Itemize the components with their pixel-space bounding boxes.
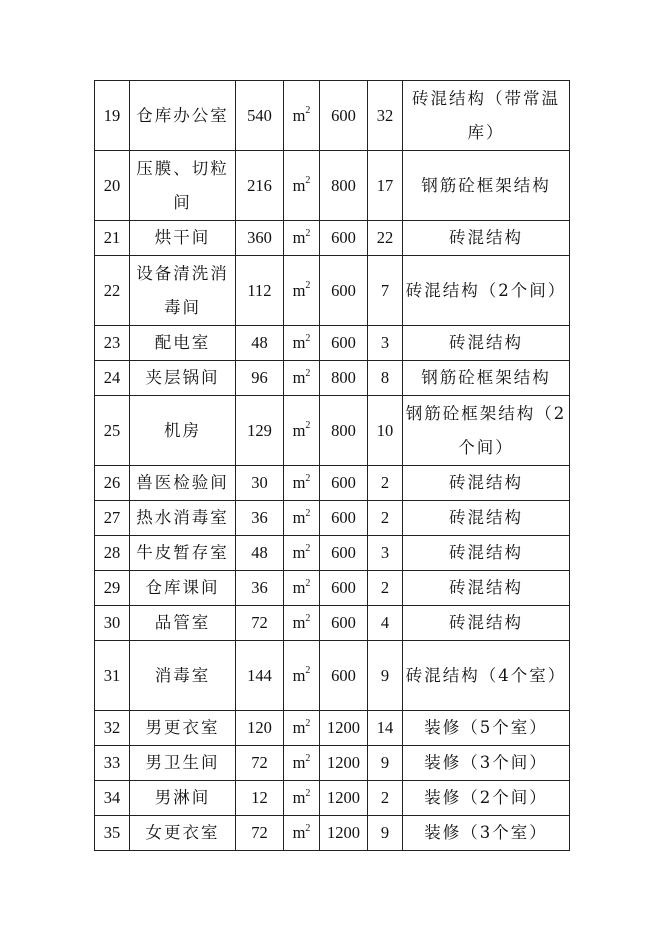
- row-number-cell: 21: [95, 221, 130, 256]
- area-cell: 112: [236, 256, 284, 326]
- row-number-cell: 28: [95, 536, 130, 571]
- unit-cell: [284, 641, 320, 711]
- room-name-cell: 牛皮暂存室: [130, 536, 236, 571]
- unit-cell: [284, 571, 320, 606]
- structure-note-cell: 装修（5个室）: [403, 711, 570, 746]
- unit-price-cell: 800: [320, 361, 368, 396]
- structure-note-cell: 钢筋砼框架结构: [403, 361, 570, 396]
- unit-base: m: [292, 333, 306, 352]
- unit-price-cell: 600: [320, 501, 368, 536]
- unit-price-cell: 1200: [320, 746, 368, 781]
- unit-base: m: [292, 175, 306, 195]
- unit-superscript: 2: [305, 280, 311, 291]
- structure-note-cell: 钢筋砼框架结构（2个间）: [403, 396, 570, 466]
- unit-superscript: 2: [305, 577, 311, 589]
- amount-cell: 2: [368, 571, 403, 606]
- table-row: [95, 81, 570, 151]
- table-row: [95, 571, 570, 606]
- unit-cell: [284, 221, 320, 256]
- unit-superscript: 2: [305, 507, 311, 519]
- row-number-cell: 35: [95, 816, 130, 851]
- unit-base: m: [292, 420, 306, 440]
- unit-superscript: 2: [305, 332, 311, 344]
- unit-price-cell: 600: [320, 81, 368, 151]
- room-name-cell: 男更衣室: [130, 711, 236, 746]
- unit-cell: [284, 746, 320, 781]
- amount-cell: 2: [368, 466, 403, 501]
- room-name-cell: 男卫生间: [130, 746, 236, 781]
- unit-base: m: [292, 718, 306, 737]
- unit-superscript: 2: [305, 752, 311, 764]
- area-cell: 48: [236, 326, 284, 361]
- area-cell: 72: [236, 606, 284, 641]
- row-number-cell: 30: [95, 606, 130, 641]
- unit-cell: [284, 816, 320, 851]
- unit-superscript: 2: [305, 665, 311, 676]
- area-cell: 360: [236, 221, 284, 256]
- area-cell: 30: [236, 466, 284, 501]
- unit-cell: [284, 711, 320, 746]
- unit-cell: [284, 396, 320, 466]
- amount-cell: 8: [368, 361, 403, 396]
- unit-price-cell: 600: [320, 641, 368, 711]
- unit-price-cell: 1200: [320, 711, 368, 746]
- structure-note-cell: 砖混结构（带常温库）: [403, 81, 570, 151]
- structure-note-cell: 砖混结构: [403, 606, 570, 641]
- area-cell: 12: [236, 781, 284, 816]
- unit-price-cell: 600: [320, 536, 368, 571]
- unit-base: m: [292, 543, 306, 562]
- unit-cell: [284, 536, 320, 571]
- amount-cell: 3: [368, 326, 403, 361]
- structure-note-cell: 砖混结构: [403, 536, 570, 571]
- unit-cell: [284, 361, 320, 396]
- amount-cell: 9: [368, 641, 403, 711]
- table-row: [95, 221, 570, 256]
- unit-superscript: 2: [305, 175, 311, 186]
- structure-note-cell: 装修（3个间）: [403, 746, 570, 781]
- amount-cell: 14: [368, 711, 403, 746]
- unit-superscript: 2: [305, 227, 311, 239]
- room-name-cell: 仓库办公室: [130, 81, 236, 151]
- row-number-cell: 26: [95, 466, 130, 501]
- unit-superscript: 2: [305, 542, 311, 554]
- unit-superscript: 2: [305, 822, 311, 834]
- room-name-cell: 配电室: [130, 326, 236, 361]
- unit-base: m: [292, 788, 306, 807]
- row-number-cell: 24: [95, 361, 130, 396]
- structure-note-cell: 砖混结构: [403, 221, 570, 256]
- unit-superscript: 2: [305, 420, 311, 431]
- structure-note-cell: 钢筋砼框架结构: [403, 151, 570, 221]
- structure-note-cell: 砖混结构: [403, 326, 570, 361]
- row-number-cell: 22: [95, 256, 130, 326]
- unit-cell: [284, 326, 320, 361]
- area-cell: 96: [236, 361, 284, 396]
- area-cell: 144: [236, 641, 284, 711]
- unit-base: m: [292, 228, 306, 247]
- area-cell: 120: [236, 711, 284, 746]
- unit-base: m: [292, 368, 306, 387]
- structure-note-cell: 砖混结构（2个间）: [403, 256, 570, 326]
- construction-cost-table: [94, 80, 570, 851]
- unit-base: m: [292, 105, 306, 125]
- area-cell: 48: [236, 536, 284, 571]
- row-number-cell: 29: [95, 571, 130, 606]
- row-number-cell: 31: [95, 641, 130, 711]
- area-cell: 129: [236, 396, 284, 466]
- unit-cell: [284, 81, 320, 151]
- table-row: [95, 396, 570, 466]
- unit-price-cell: 1200: [320, 781, 368, 816]
- table-row: [95, 781, 570, 816]
- unit-cell: [284, 466, 320, 501]
- unit-base: m: [292, 473, 306, 492]
- area-cell: 540: [236, 81, 284, 151]
- row-number-cell: 32: [95, 711, 130, 746]
- unit-cell: [284, 606, 320, 641]
- table-row: [95, 256, 570, 326]
- room-name-cell: 仓库课间: [130, 571, 236, 606]
- amount-cell: 9: [368, 746, 403, 781]
- unit-price-cell: 600: [320, 606, 368, 641]
- row-number-cell: 19: [95, 81, 130, 151]
- room-name-cell: 烘干间: [130, 221, 236, 256]
- row-number-cell: 20: [95, 151, 130, 221]
- structure-note-cell: 砖混结构: [403, 501, 570, 536]
- room-name-cell: 男淋间: [130, 781, 236, 816]
- table-row: [95, 466, 570, 501]
- area-cell: 72: [236, 816, 284, 851]
- row-number-cell: 27: [95, 501, 130, 536]
- amount-cell: 17: [368, 151, 403, 221]
- unit-base: m: [292, 665, 306, 685]
- structure-note-cell: 装修（3个室）: [403, 816, 570, 851]
- unit-base: m: [292, 508, 306, 527]
- table-row: [95, 326, 570, 361]
- unit-base: m: [292, 613, 306, 632]
- area-cell: 216: [236, 151, 284, 221]
- amount-cell: 10: [368, 396, 403, 466]
- unit-price-cell: 600: [320, 221, 368, 256]
- unit-price-cell: 800: [320, 151, 368, 221]
- area-cell: 72: [236, 746, 284, 781]
- unit-cell: [284, 781, 320, 816]
- room-name-cell: 压膜、切粒间: [130, 151, 236, 221]
- unit-price-cell: 600: [320, 571, 368, 606]
- table-row: [95, 641, 570, 711]
- unit-cell: [284, 151, 320, 221]
- unit-price-cell: 1200: [320, 816, 368, 851]
- unit-superscript: 2: [305, 787, 311, 799]
- unit-price-cell: 800: [320, 396, 368, 466]
- amount-cell: 3: [368, 536, 403, 571]
- unit-cell: [284, 256, 320, 326]
- unit-superscript: 2: [305, 612, 311, 624]
- unit-base: m: [292, 753, 306, 772]
- structure-note-cell: 砖混结构: [403, 466, 570, 501]
- structure-note-cell: 砖混结构: [403, 571, 570, 606]
- unit-base: m: [292, 823, 306, 842]
- amount-cell: 4: [368, 606, 403, 641]
- area-cell: 36: [236, 571, 284, 606]
- unit-superscript: 2: [305, 367, 311, 379]
- unit-base: m: [292, 280, 306, 300]
- table-body: [95, 81, 570, 851]
- table-row: [95, 151, 570, 221]
- table-row: [95, 536, 570, 571]
- row-number-cell: 33: [95, 746, 130, 781]
- unit-base: m: [292, 578, 306, 597]
- unit-cell: [284, 501, 320, 536]
- unit-price-cell: 600: [320, 326, 368, 361]
- row-number-cell: 23: [95, 326, 130, 361]
- table-row: [95, 746, 570, 781]
- structure-note-cell: 砖混结构（4个室）: [403, 641, 570, 711]
- unit-superscript: 2: [305, 472, 311, 484]
- amount-cell: 7: [368, 256, 403, 326]
- room-name-cell: 设备清洗消毒间: [130, 256, 236, 326]
- table-row: [95, 501, 570, 536]
- room-name-cell: 热水消毒室: [130, 501, 236, 536]
- room-name-cell: 兽医检验间: [130, 466, 236, 501]
- room-name-cell: 机房: [130, 396, 236, 466]
- room-name-cell: 消毒室: [130, 641, 236, 711]
- unit-price-cell: 600: [320, 466, 368, 501]
- room-name-cell: 女更衣室: [130, 816, 236, 851]
- amount-cell: 9: [368, 816, 403, 851]
- amount-cell: 2: [368, 781, 403, 816]
- table-row: [95, 816, 570, 851]
- structure-note-cell: 装修（2个间）: [403, 781, 570, 816]
- table-row: [95, 711, 570, 746]
- unit-price-cell: 600: [320, 256, 368, 326]
- row-number-cell: 34: [95, 781, 130, 816]
- room-name-cell: 品管室: [130, 606, 236, 641]
- unit-superscript: 2: [305, 717, 311, 729]
- amount-cell: 2: [368, 501, 403, 536]
- area-cell: 36: [236, 501, 284, 536]
- room-name-cell: 夹层锅间: [130, 361, 236, 396]
- table-row: [95, 606, 570, 641]
- unit-superscript: 2: [305, 105, 311, 116]
- amount-cell: 22: [368, 221, 403, 256]
- row-number-cell: 25: [95, 396, 130, 466]
- amount-cell: 32: [368, 81, 403, 151]
- table-row: [95, 361, 570, 396]
